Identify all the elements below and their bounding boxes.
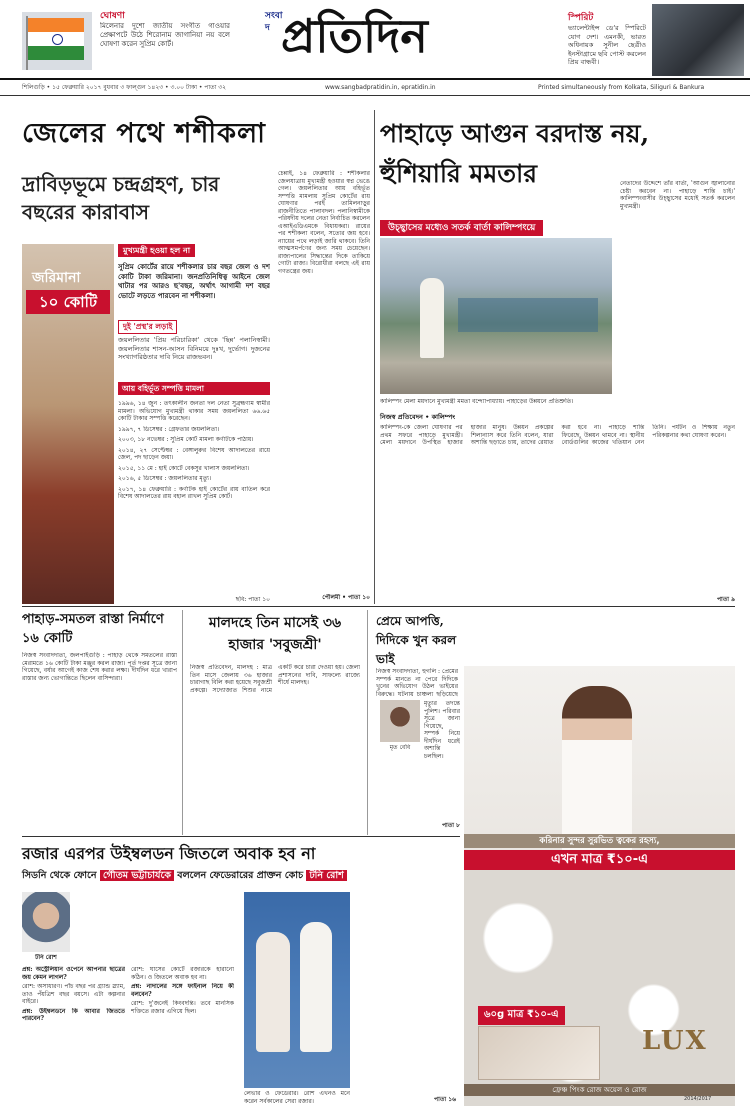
lead-left-headline: জেলের পথে শশীকলা [22,118,266,149]
left-box-title: ঘোষণা [100,11,125,21]
timeline-item: ২০১৬, ৫ ডিসেম্বর : জয়ললিতার মৃত্যু। [118,475,212,482]
website: www.sangbadpratidin.in, epratidin.in [325,84,436,91]
sports-subhead [22,868,462,884]
sports-headline: রজার এরপর উইম্বলডন জিতলে অবাক হব না [22,844,316,863]
top-right-text: নেতাদের উদ্দেশে তাঁর বার্তা, 'আগুন জ্বালানোর চেষ্টা করবেন না। পাহাড়ে শান্তি চাই।' কালিম্পংবাসীর উচ্ছ্বাসের মধ্যেই সতর্ক করলেন মুখ্যমন্ত্রী। [620,180,735,210]
ad-footer: ফ্রেঞ্চ পিংক রোজ অয়েল ও রোজ [464,1084,735,1096]
love-side-text: মৃত্যুর তদন্তে পুলিশ। পরিবার সূত্রে জানা গিয়েছে, সম্পর্ক নিয়ে দীর্ঘদিন ধরেই অশান্তি চলছিল। [424,700,460,760]
lead-right-dateline: নিজস্ব প্রতিবেদন • কালিম্পং [380,413,456,421]
lead-left-column: চেন্নাই, ১৪ ফেব্রুয়ারি : শশীকলার জেলযাত্রায় মুখ্যমন্ত্রী হওয়ার স্বপ্ন ভেঙে গেল। জয়ললিতার আয় বহির্ভূত সম্পত্তি মামলায় সুপ্রিম কোর্টের রায় ঘোষণার পরই তামিলনাড়ুর রাজনীতিতে পালাবদল। পলানিস্বামীকে পরিষদীয় দলের নেতা নির্বাচিত করলেন এআইএডিএমকে বিধায়করা। রায়ের পর শশীকলা বলেন, সত্যের জয় হবে। ন্যায়ের পথে লড়াই জারি থাকবে। তিনি আত্মসমর্পণের জন্য সময় চেয়েছেন। রাজ্যপালের সিদ্ধান্তের দিকে তাকিয়ে গোটা রাজ্য। বিরোধীরা বলছে এই রায় গণতন্ত্রের জয়। [278,170,370,275]
love-headline: প্রেমে আপত্তি, দিদিকে খুন করল ভাই [376,614,457,666]
left-box-text: মিলেনার দুশো জাতীয় সংগীত গাওয়ার প্রেক্ষাপটে উঠে শিরোনাম জাগানিয়া নয় বলে ঘোষণা করেন সুপ্রিম কোর্ট। [100,22,230,48]
paper-logo [265,6,460,72]
photo-banner: উচ্ছ্বাসের মধ্যেও সতর্ক বার্তা কালিম্পংয়ে [380,220,543,236]
timeline-item: ১৯৯৬, ১৪ জুন : তৎকালীন জনতা দল নেতা সুব্রহ্মণ্যম স্বামীর মামলা। অভিযোগ মুখ্যমন্ত্রী থাকার সময় জয়ললিতা ৬৬.৬৫ কোটি টাকার সম্পত্তি করেছেন। [118,400,270,422]
qa-item: প্রশ্ন: নাদালের সঙ্গে ফাইনাল নিয়ে কী বলবেন? [131,983,234,998]
flag-image [22,12,92,70]
right-box-text: ভ্যালেন্টাইন্স ডে'র স্পিরিটে যোগ দেশ। এমনকী, ভারত অধিনায়ক সুনীল ছেত্রীও ইনস্টাগ্রামে ছবি পোস্ট করলেন প্রিয় বান্ধবী। [568,24,646,66]
paper-prefix: সংবাদ [265,11,283,33]
cm-banner: মুখ্যমন্ত্রী হওয়া হল না [118,244,195,257]
couple-photo [652,4,744,76]
lead-left-byline: পৌলমী • পাতা ১০ [322,594,370,601]
ad-price: এখন মাত্র ₹১০-এ [464,850,735,870]
sports-qa [22,966,234,1106]
love-byline: পাতা ৮ [441,822,460,829]
printed-line: Printed simultaneously from Kolkata, Siliguri & Bankura [538,84,705,91]
sub-highlight: গৌতম ভট্টাচার্যকে [100,870,174,881]
sub-name: টনি রোশ [306,870,346,881]
ad-headline: করিনার সুন্দর সুরভিত ত্বকের রহস্য, [464,834,735,848]
qa-item: রোশ: ঘাসের কোর্টে রজারকে হারানো কঠিন। ও জিতলে অবাক হব না। [131,966,234,981]
right-box-title: স্পিরিট [568,13,594,23]
timeline-item: ২০১৪, ২৭ সেপ্টেম্বর : বেঙ্গালুরুর বিশেষ আদালতের রায়ে জেল, পদ ছাড়েন জয়া। [118,446,270,461]
lux-ad [464,666,735,1106]
photo-credit: ছবি: পাতা ১০ [235,596,270,603]
qa-item: রোশ: অসাধারণ। পাঁচ বছর পর গ্র্যান্ড স্ল্যাম, তাও পঁয়ত্রিশ বছর বয়সে। এটা কল্পনার বাইরে। [22,983,125,1005]
qa-item: প্রশ্ন: উইম্বলডনে কি আবার জিততে পারবেন? [22,1007,125,1022]
qa-item: প্রশ্ন: অস্ট্রেলিয়ান ওপেনে আপনার ছাত্রের জয় কেমন লাগল? [22,966,125,981]
soap-pack [478,1026,600,1080]
lead-right-byline: পাতা ৯ [716,596,735,603]
timeline-item: ২০১৭, ১৪ ফেব্রুয়ারি : কর্ণাটক হাই কোর্টের রায় বাতিল করে বিশেষ আদালতের রায় বহাল রাখল সুপ্রিম কোর্ট। [118,485,270,500]
sub-mid: বললেন ফেডেরারের প্রাক্তন কোচ [177,870,304,881]
ad-brand: LUX [642,1026,708,1056]
timeline-item: ২০০৩, ১৮ নভেম্বর : সুপ্রিম কোর্ট মামলা কর্ণাটকে পাঠায়। [118,436,254,443]
ad-pack-label: ৬০g মাত্র ₹১০-এ [478,1006,565,1025]
federer-photo [244,892,350,1088]
road-headline: পাহাড়-সমতল রাস্তা নির্মাণে ১৬ কোটি [22,612,164,646]
paper-name: প্রতিদিন [281,9,428,63]
fight-banner: দুই 'প্রস্থ'র লড়াই [118,320,177,334]
fine-label: জরিমানা [32,270,81,286]
timeline [118,400,270,595]
victim-name: মৃত বেবি [389,744,411,751]
fight-text: জয়ললিতার 'প্রিয় পরিচারিকা' থেকে 'ছিন্ন' পলানিস্বামী। জয়ললিতার শাসন-আসন বিনিময়ে দুঃখ, দুর্ভোগ। দুজনের সংখ্যাগরিষ্ঠতার দাবি নিয়ে রাজভবন। [118,336,270,361]
lead-left-subhead: দ্রাবিড়ভূমে চন্দ্রগ্রহণ, চার বছরের কারাবাস [22,172,220,224]
dateline: শিলিগুড়ি • ১৫ ফেব্রুয়ারি ২০১৭ বুধবার ৩ ফাল্গুন ১৪২৩ • ৩.০০ টাকা • পাতা ৩২ [22,84,227,91]
roche-photo [22,892,70,952]
love-text: নিজস্ব সংবাদদাতা, হুগলি : প্রেমের সম্পর্ক মানতে না পেরে দিদিকে খুনের অভিযোগ উঠল ভাইয়ের বিরুদ্ধে। ঘটনায় চাঞ্চল্য ছড়িয়েছে [376,668,458,698]
rally-photo [380,238,612,394]
photo-caption: কালিম্পং মেলা ময়দানে মুখ্যমন্ত্রী মমতা বন্দ্যোপাধ্যায়। পাহাড়ের উন্নয়নে প্রতিশ্রুতি। [380,398,574,405]
roche-caption: টনি রোশ [35,954,57,961]
sports-byline: পাতা ১৬ [434,1096,456,1103]
timeline-item: ১৯৯৭, ৭ ডিসেম্বর : গ্রেফতার জয়ললিতা। [118,425,220,433]
sub-pre: সিডনি থেকে ফোনে [22,870,97,881]
malda-text: নিজস্ব প্রতিবেদন, মালদহ : মাত্র তিন মাসে জেলায় ৩৬ হাজার চারাগাছ বিলি করা হয়েছে সবুজশ্রী প্রকল্পে। সদ্যোজাত শিশুর নামে একটি করে চারা দেওয়া হয়। জেলা প্রশাসনের দাবি, সাফল্যে রাজ্যে শীর্ষে মালদহ। [190,664,360,694]
lead-right-headline: পাহাড়ে আগুন বরদাস্ত নয়, হুঁশিয়ারি মমতার [380,119,650,188]
victim-photo [380,700,420,742]
malda-headline: মালদহে তিন মাসেই ৩৬ হাজার 'সবুজশ্রী' [208,615,342,653]
qa-item: রোশ: দু'জনেই কিংবদন্তি। তবে মানসিক শক্তিতে রজার এগিয়ে ছিল। [131,1000,234,1015]
federer-caption: লেভার ও ফেডেরার। রোশ এখনও মনে করেন সর্বকালের সেরা রজার। [244,1090,350,1105]
timeline-item: ২০১৫, ১১ মে : হাই কোর্টে বেকসুর খালাস জয়ললিতা। [118,464,250,472]
masthead [0,0,750,80]
lead-right-body: কালিম্পং-কে জেলা ঘোষণার পর প্রথম সফরে পাহাড়ে মুখ্যমন্ত্রী। মেলা ময়দানে উপস্থিত হাজার হাজার মানুষ। উন্নয়ন প্রকল্পের শিলান্যাস করে তিনি বলেন, যারা অশান্তি ছড়াতে চায়, তাদের রেয়াত করা হবে না। পাহাড়ে শান্তি ফিরেছে, উন্নয়ন থামবে না। স্থানীয় বোর্ডগুলির কাজের খতিয়ান নেন তিনি। পর্যটন ও শিক্ষায় নতুন পরিকল্পনার কথা ঘোষণা করেন। [380,424,735,446]
ad-ref: 2014/2017 [684,1096,712,1102]
dateline-strip [0,81,750,96]
case-banner: আয় বহির্ভূত সম্পত্তি মামলা [118,382,270,395]
fine-amount: ১০ কোটি [26,290,110,314]
road-text: নিজস্ব সংবাদদাতা, জলপাইগুড়ি : পাহাড় থেকে সমতলের রাস্তা মেরামতে ১৬ কোটি টাকা মঞ্জুর করল রাজ্য। পূর্ত দপ্তর সূত্রে জানা গিয়েছে, বর্ষার আগেই কাজ শেষ করার লক্ষ্য। দীর্ঘদিন ধরে খারাপ রাস্তার জন্য ভোগান্তিতে ছিলেন বাসিন্দারা। [22,652,177,682]
cm-text: সুপ্রিম কোর্টের রায়ে শশীকলার চার বছর জেল ও দশ কোটি টাকা জরিমানা। জনপ্রতিনিধিত্ব আইনে জেল খাটার পর আরও ছ'বছর, অর্থাৎ আগামী দশ বছর ভোটে লড়তে পারবেন না শশীকলা। [118,262,270,300]
